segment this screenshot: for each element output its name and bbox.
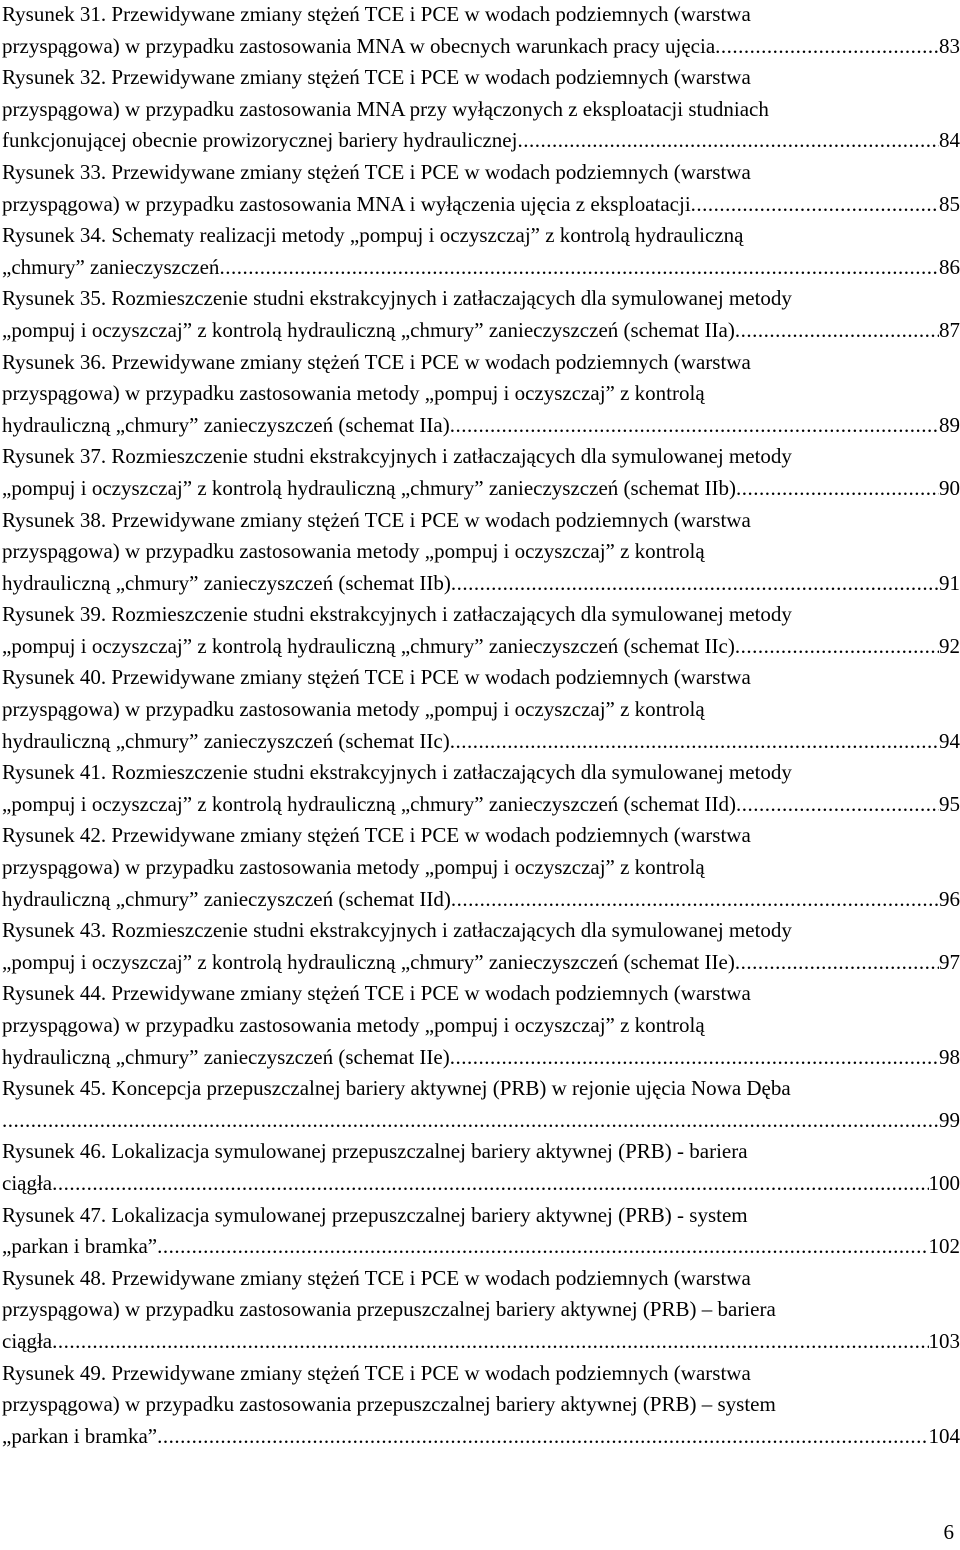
toc-entry[interactable] [2, 978, 960, 1073]
toc-entry-line: przyspągowa) w przypadku zastosowania metody „pompuj i oczyszczaj” z kontrolą [2, 1013, 705, 1037]
dot-leader [157, 1231, 928, 1263]
toc-entry-line: Rysunek 31. Przewidywane zmiany stężeń TCE i PCE w wodach podziemnych (warstwa [2, 2, 751, 26]
dot-leader [52, 1326, 928, 1358]
toc-entry-line: „pompuj i oczyszczaj” z kontrolą hydrauliczną „chmury” zanieczyszczeń (schemat IId) [2, 791, 737, 816]
toc-entry-line: „parkan i bramka” [2, 1234, 158, 1259]
toc-entry-last-line [2, 726, 960, 758]
page-number: 6 [943, 1520, 954, 1544]
dot-leader [2, 1105, 939, 1137]
toc-entry-line: hydrauliczną „chmury” zanieczyszczeń (schemat IIb) [2, 570, 451, 595]
toc-entry[interactable] [2, 505, 960, 600]
toc-entry-line: przyspągowa) w przypadku zastosowania metody „pompuj i oczyszczaj” z kontrolą [2, 539, 705, 564]
toc-entry[interactable] [2, 599, 960, 662]
toc-entry-last-line [2, 884, 960, 916]
toc-entry-last-line [2, 1231, 960, 1263]
toc-entry-page: 102 [928, 1234, 960, 1259]
toc-entry[interactable] [2, 1073, 960, 1136]
toc-entry-page: 95 [939, 791, 960, 816]
toc-entry[interactable] [2, 283, 960, 346]
toc-entry-line: hydrauliczną „chmury” zanieczyszczeń (schemat IIa) [2, 412, 450, 437]
toc-entry-page: 89 [939, 412, 960, 437]
toc-entry-line: Rysunek 40. Przewidywane zmiany stężeń TCE i PCE w wodach podziemnych (warstwa [2, 665, 751, 690]
toc-entry-last-line [2, 31, 960, 63]
toc-entry-line: Rysunek 34. Schematy realizacji metody „pompuj i oczyszczaj” z kontrolą hydrauliczną [2, 223, 744, 248]
toc-entry-last-line [2, 1105, 960, 1137]
toc-entry-page: 96 [939, 886, 960, 911]
toc-entry-line: przyspągowa) w przypadku zastosowania metody „pompuj i oczyszczaj” z kontrolą [2, 381, 705, 406]
dot-leader [450, 726, 939, 758]
toc-entry-line: hydrauliczną „chmury” zanieczyszczeń (schemat IId) [2, 886, 451, 911]
toc-entry[interactable] [2, 1263, 960, 1358]
toc-entry-line: przyspągowa) w przypadku zastosowania przepuszczalnej bariery aktywnej (PRB) – system [2, 1392, 776, 1417]
toc-entry[interactable] [2, 0, 960, 62]
list-of-figures [2, 0, 960, 1452]
toc-entry-page: 84 [939, 128, 960, 153]
toc-entry-page: 90 [939, 475, 960, 500]
toc-entry-line: Rysunek 33. Przewidywane zmiany stężeń TCE i PCE w wodach podziemnych (warstwa [2, 159, 751, 184]
toc-entry[interactable] [2, 441, 960, 504]
dot-leader [735, 315, 939, 347]
toc-entry-last-line [2, 473, 960, 505]
toc-entry[interactable] [2, 915, 960, 978]
toc-entry-page: 83 [939, 33, 960, 58]
toc-entry-line: „parkan i bramka” [2, 1423, 158, 1448]
dot-leader [52, 1168, 928, 1200]
toc-entry-line: hydrauliczną „chmury” zanieczyszczeń (schemat IIe) [2, 1044, 450, 1069]
toc-entry-line: Rysunek 47. Lokalizacja symulowanej przepuszczalnej bariery aktywnej (PRB) - system [2, 1202, 748, 1227]
dot-leader [450, 1042, 939, 1074]
toc-entry-line: „pompuj i oczyszczaj” z kontrolą hydrauliczną „chmury” zanieczyszczeń (schemat IIb) [2, 475, 737, 500]
toc-entry-line: „pompuj i oczyszczaj” z kontrolą hydrauliczną „chmury” zanieczyszczeń (schemat IIa) [2, 317, 735, 342]
toc-entry[interactable] [2, 757, 960, 820]
toc-entry-last-line [2, 189, 960, 221]
toc-entry-line: przyspągowa) w przypadku zastosowania MNA w obecnych warunkach pracy ujęcia [2, 33, 716, 58]
toc-entry-line: ciągła [2, 1328, 53, 1353]
toc-entry-page: 85 [939, 191, 960, 216]
dot-leader [450, 410, 939, 442]
toc-entry-last-line [2, 315, 960, 347]
dot-leader [157, 1421, 928, 1453]
dot-leader [735, 631, 939, 663]
toc-entry-line: Rysunek 32. Przewidywane zmiany stężeń TCE i PCE w wodach podziemnych (warstwa [2, 65, 751, 90]
toc-entry-page: 97 [939, 949, 960, 974]
toc-entry-line: „pompuj i oczyszczaj” z kontrolą hydrauliczną „chmury” zanieczyszczeń (schemat IIe) [2, 949, 735, 974]
dot-leader [736, 789, 939, 821]
dot-leader [451, 884, 939, 916]
toc-entry-line: Rysunek 49. Przewidywane zmiany stężeń TCE i PCE w wodach podziemnych (warstwa [2, 1360, 751, 1385]
dot-leader [736, 473, 939, 505]
toc-entry-line: przyspągowa) w przypadku zastosowania MNA przy wyłączonych z eksploatacji studniach [2, 96, 769, 121]
toc-entry-page: 98 [939, 1044, 960, 1069]
toc-entry-page: 94 [939, 728, 960, 753]
toc-entry[interactable] [2, 1358, 960, 1453]
toc-entry-line: przyspągowa) w przypadku zastosowania przepuszczalnej bariery aktywnej (PRB) – bariera [2, 1297, 776, 1322]
toc-entry-line: „chmury” zanieczyszczeń [2, 254, 220, 279]
toc-entry-last-line [2, 410, 960, 442]
toc-entry-last-line [2, 789, 960, 821]
toc-entry-line: Rysunek 37. Rozmieszczenie studni ekstrakcyjnych i zatłaczających dla symulowanej metody [2, 444, 792, 469]
toc-entry[interactable] [2, 220, 960, 283]
toc-entry-line: Rysunek 38. Przewidywane zmiany stężeń TCE i PCE w wodach podziemnych (warstwa [2, 507, 751, 532]
dot-leader [219, 252, 939, 284]
toc-entry-page: 103 [928, 1328, 960, 1353]
toc-entry-line: Rysunek 45. Koncepcja przepuszczalnej bariery aktywnej (PRB) w rejonie ujęcia Nowa Dęba [2, 1076, 791, 1101]
toc-entry-line: hydrauliczną „chmury” zanieczyszczeń (schemat IIc) [2, 728, 450, 753]
toc-entry-line: Rysunek 35. Rozmieszczenie studni ekstrakcyjnych i zatłaczających dla symulowanej metody [2, 286, 792, 311]
toc-entry-line: Rysunek 44. Przewidywane zmiany stężeń TCE i PCE w wodach podziemnych (warstwa [2, 981, 751, 1006]
toc-entry[interactable] [2, 347, 960, 442]
toc-entry-last-line [2, 1421, 960, 1453]
toc-entry-page: 92 [939, 633, 960, 658]
toc-entry[interactable] [2, 662, 960, 757]
toc-entry-line: Rysunek 39. Rozmieszczenie studni ekstrakcyjnych i zatłaczających dla symulowanej metody [2, 602, 792, 627]
toc-entry-last-line [2, 631, 960, 663]
toc-entry-line: przyspągowa) w przypadku zastosowania MNA i wyłączenia ujęcia z eksploatacji [2, 191, 691, 216]
toc-entry-line: Rysunek 46. Lokalizacja symulowanej przepuszczalnej bariery aktywnej (PRB) - bariera [2, 1139, 748, 1164]
toc-entry-line: Rysunek 41. Rozmieszczenie studni ekstrakcyjnych i zatłaczających dla symulowanej metody [2, 760, 792, 785]
toc-entry-page: 91 [939, 570, 960, 595]
toc-entry-line: przyspągowa) w przypadku zastosowania metody „pompuj i oczyszczaj” z kontrolą [2, 855, 705, 880]
toc-entry-last-line [2, 1168, 960, 1200]
toc-entry-page: 87 [939, 317, 960, 342]
toc-entry-line: Rysunek 43. Rozmieszczenie studni ekstrakcyjnych i zatłaczających dla symulowanej metody [2, 918, 792, 943]
toc-entry-page: 100 [928, 1170, 960, 1195]
toc-entry-line: Rysunek 36. Przewidywane zmiany stężeń TCE i PCE w wodach podziemnych (warstwa [2, 349, 751, 374]
toc-entry[interactable] [2, 820, 960, 915]
toc-entry-page: 104 [928, 1423, 960, 1448]
toc-entry[interactable] [2, 1136, 960, 1199]
toc-entry-line: Rysunek 42. Przewidywane zmiany stężeń TCE i PCE w wodach podziemnych (warstwa [2, 823, 751, 848]
dot-leader [451, 568, 939, 600]
dot-leader [517, 125, 939, 157]
toc-entry[interactable] [2, 157, 960, 220]
toc-entry-last-line [2, 252, 960, 284]
toc-entry-line: ciągła [2, 1170, 53, 1195]
toc-entry-last-line [2, 1042, 960, 1074]
toc-entry-last-line [2, 947, 960, 979]
toc-entry-last-line [2, 568, 960, 600]
toc-entry[interactable] [2, 62, 960, 157]
dot-leader [715, 31, 939, 63]
toc-entry-line: funkcjonującej obecnie prowizorycznej bariery hydraulicznej [2, 128, 518, 153]
toc-entry-last-line [2, 1326, 960, 1358]
dot-leader [735, 947, 939, 979]
toc-entry[interactable] [2, 1200, 960, 1263]
toc-entry-line: „pompuj i oczyszczaj” z kontrolą hydrauliczną „chmury” zanieczyszczeń (schemat IIc) [2, 633, 735, 658]
toc-entry-page: 86 [939, 254, 960, 279]
toc-entry-page: 99 [939, 1107, 960, 1132]
toc-entry-line: przyspągowa) w przypadku zastosowania metody „pompuj i oczyszczaj” z kontrolą [2, 697, 705, 722]
toc-entry-last-line [2, 125, 960, 157]
dot-leader [691, 189, 939, 221]
toc-entry-line: Rysunek 48. Przewidywane zmiany stężeń TCE i PCE w wodach podziemnych (warstwa [2, 1265, 751, 1290]
